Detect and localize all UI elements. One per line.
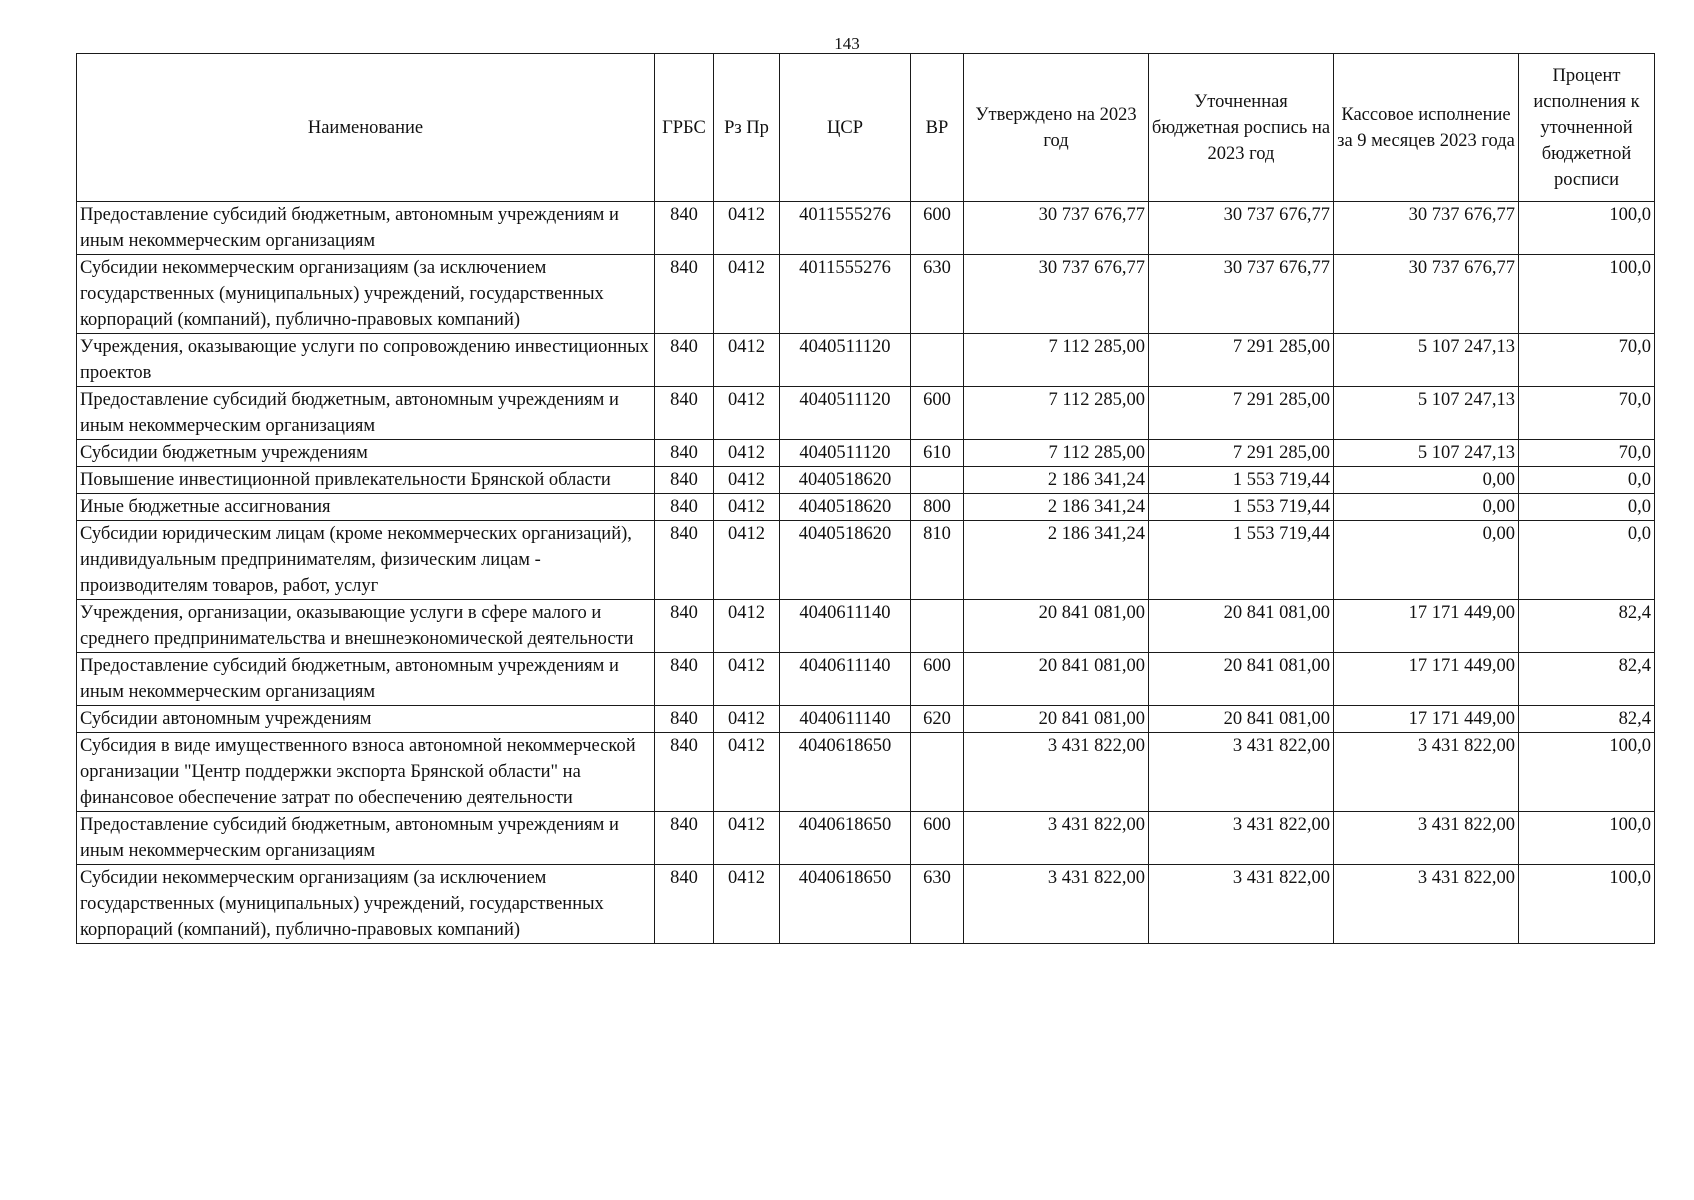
cell-executed: 5 107 247,13: [1334, 440, 1519, 467]
cell-percent: 82,4: [1519, 653, 1655, 706]
cell-name: Субсидии бюджетным учреждениям: [77, 440, 655, 467]
table-row: [77, 387, 1655, 440]
table-row: [77, 334, 1655, 387]
cell-name: Субсидии юридическим лицам (кроме некоммерческих организаций), индивидуальным предпринимателям, физическим лицам - производителям товаров, работ, услуг: [77, 521, 655, 600]
cell-vr: [911, 733, 964, 812]
cell-name: Субсидии некоммерческим организациям (за исключением государственных (муниципальных) учреждений, государственных корпораций (компаний), публично-правовых компаний): [77, 865, 655, 944]
cell-refined: 1 553 719,44: [1149, 521, 1334, 600]
cell-csr: 4040618650: [780, 733, 911, 812]
cell-executed: 5 107 247,13: [1334, 334, 1519, 387]
cell-grbs: 840: [655, 467, 714, 494]
cell-approved: 2 186 341,24: [964, 467, 1149, 494]
table-row: [77, 467, 1655, 494]
cell-name: Субсидии автономным учреждениям: [77, 706, 655, 733]
cell-grbs: 840: [655, 653, 714, 706]
cell-rzpr: 0412: [714, 600, 780, 653]
table-row: [77, 812, 1655, 865]
cell-executed: 0,00: [1334, 467, 1519, 494]
cell-vr: 800: [911, 494, 964, 521]
cell-csr: 4040518620: [780, 467, 911, 494]
cell-name: Субсидии некоммерческим организациям (за исключением государственных (муниципальных) учреждений, государственных корпораций (компаний), публично-правовых компаний): [77, 255, 655, 334]
cell-csr: 4040611140: [780, 653, 911, 706]
table-row: [77, 440, 1655, 467]
cell-refined: 30 737 676,77: [1149, 255, 1334, 334]
cell-rzpr: 0412: [714, 387, 780, 440]
cell-rzpr: 0412: [714, 440, 780, 467]
cell-csr: 4011555276: [780, 202, 911, 255]
cell-refined: 3 431 822,00: [1149, 812, 1334, 865]
cell-name: Иные бюджетные ассигнования: [77, 494, 655, 521]
cell-grbs: 840: [655, 865, 714, 944]
cell-grbs: 840: [655, 600, 714, 653]
cell-percent: 100,0: [1519, 812, 1655, 865]
cell-csr: 4011555276: [780, 255, 911, 334]
cell-csr: 4040611140: [780, 706, 911, 733]
cell-refined: 7 291 285,00: [1149, 440, 1334, 467]
cell-refined: 7 291 285,00: [1149, 334, 1334, 387]
cell-executed: 17 171 449,00: [1334, 706, 1519, 733]
cell-executed: 0,00: [1334, 494, 1519, 521]
cell-rzpr: 0412: [714, 202, 780, 255]
cell-name: Повышение инвестиционной привлекательности Брянской области: [77, 467, 655, 494]
cell-refined: 30 737 676,77: [1149, 202, 1334, 255]
cell-grbs: 840: [655, 202, 714, 255]
table-row: [77, 255, 1655, 334]
cell-percent: 70,0: [1519, 387, 1655, 440]
cell-refined: 3 431 822,00: [1149, 865, 1334, 944]
cell-csr: 4040611140: [780, 600, 911, 653]
cell-refined: 20 841 081,00: [1149, 706, 1334, 733]
table-row: [77, 653, 1655, 706]
cell-approved: 20 841 081,00: [964, 706, 1149, 733]
cell-executed: 3 431 822,00: [1334, 812, 1519, 865]
cell-name: Учреждения, организации, оказывающие услуги в сфере малого и среднего предпринимательства и внешнеэкономической деятельности: [77, 600, 655, 653]
column-header-csr: ЦСР: [780, 54, 911, 202]
cell-vr: [911, 467, 964, 494]
cell-refined: 3 431 822,00: [1149, 733, 1334, 812]
cell-approved: 20 841 081,00: [964, 653, 1149, 706]
cell-csr: 4040511120: [780, 387, 911, 440]
cell-approved: 3 431 822,00: [964, 733, 1149, 812]
cell-approved: 7 112 285,00: [964, 387, 1149, 440]
cell-name: Предоставление субсидий бюджетным, автономным учреждениям и иным некоммерческим организациям: [77, 812, 655, 865]
cell-refined: 20 841 081,00: [1149, 600, 1334, 653]
cell-vr: 630: [911, 865, 964, 944]
cell-grbs: 840: [655, 494, 714, 521]
column-header-executed: Кассовое исполнение за 9 месяцев 2023 года: [1334, 54, 1519, 202]
cell-grbs: 840: [655, 706, 714, 733]
cell-percent: 82,4: [1519, 600, 1655, 653]
cell-executed: 0,00: [1334, 521, 1519, 600]
cell-refined: 20 841 081,00: [1149, 653, 1334, 706]
cell-csr: 4040511120: [780, 440, 911, 467]
cell-vr: [911, 334, 964, 387]
cell-rzpr: 0412: [714, 865, 780, 944]
cell-percent: 100,0: [1519, 733, 1655, 812]
column-header-rzpr: Рз Пр: [714, 54, 780, 202]
cell-executed: 3 431 822,00: [1334, 865, 1519, 944]
cell-name: Субсидия в виде имущественного взноса автономной некоммерческой организации "Центр поддержки экспорта Брянской области" на финансовое обеспечение затрат по обеспечению деятельности: [77, 733, 655, 812]
cell-approved: 30 737 676,77: [964, 202, 1149, 255]
cell-vr: 600: [911, 202, 964, 255]
cell-rzpr: 0412: [714, 812, 780, 865]
column-header-approved: Утверждено на 2023 год: [964, 54, 1149, 202]
cell-refined: 1 553 719,44: [1149, 467, 1334, 494]
cell-rzpr: 0412: [714, 334, 780, 387]
table-row: [77, 521, 1655, 600]
cell-approved: 7 112 285,00: [964, 440, 1149, 467]
cell-approved: 2 186 341,24: [964, 494, 1149, 521]
column-header-percent: Процент исполнения к уточненной бюджетной росписи: [1519, 54, 1655, 202]
cell-vr: [911, 600, 964, 653]
cell-executed: 3 431 822,00: [1334, 733, 1519, 812]
cell-percent: 0,0: [1519, 494, 1655, 521]
cell-executed: 5 107 247,13: [1334, 387, 1519, 440]
cell-csr: 4040518620: [780, 494, 911, 521]
cell-grbs: 840: [655, 812, 714, 865]
cell-approved: 7 112 285,00: [964, 334, 1149, 387]
cell-grbs: 840: [655, 521, 714, 600]
column-header-grbs: ГРБС: [655, 54, 714, 202]
cell-refined: 7 291 285,00: [1149, 387, 1334, 440]
page-number: 143: [834, 34, 860, 53]
cell-vr: 810: [911, 521, 964, 600]
column-header-name: Наименование: [77, 54, 655, 202]
cell-grbs: 840: [655, 334, 714, 387]
cell-executed: 30 737 676,77: [1334, 255, 1519, 334]
cell-vr: 610: [911, 440, 964, 467]
table-row: [77, 733, 1655, 812]
cell-csr: 4040618650: [780, 865, 911, 944]
cell-grbs: 840: [655, 387, 714, 440]
table-row: [77, 494, 1655, 521]
cell-vr: 630: [911, 255, 964, 334]
table-row: [77, 202, 1655, 255]
cell-approved: 3 431 822,00: [964, 865, 1149, 944]
cell-name: Предоставление субсидий бюджетным, автономным учреждениям и иным некоммерческим организациям: [77, 653, 655, 706]
cell-rzpr: 0412: [714, 467, 780, 494]
cell-grbs: 840: [655, 440, 714, 467]
cell-vr: 620: [911, 706, 964, 733]
cell-vr: 600: [911, 812, 964, 865]
table-row: [77, 600, 1655, 653]
cell-name: Учреждения, оказывающие услуги по сопровождению инвестиционных проектов: [77, 334, 655, 387]
cell-rzpr: 0412: [714, 521, 780, 600]
table-row: [77, 865, 1655, 944]
table-header-row: [77, 54, 1655, 202]
cell-percent: 82,4: [1519, 706, 1655, 733]
cell-percent: 0,0: [1519, 521, 1655, 600]
cell-rzpr: 0412: [714, 494, 780, 521]
cell-executed: 30 737 676,77: [1334, 202, 1519, 255]
cell-executed: 17 171 449,00: [1334, 600, 1519, 653]
cell-percent: 70,0: [1519, 440, 1655, 467]
cell-percent: 0,0: [1519, 467, 1655, 494]
cell-grbs: 840: [655, 255, 714, 334]
cell-refined: 1 553 719,44: [1149, 494, 1334, 521]
cell-percent: 100,0: [1519, 255, 1655, 334]
cell-percent: 70,0: [1519, 334, 1655, 387]
cell-name: Предоставление субсидий бюджетным, автономным учреждениям и иным некоммерческим организациям: [77, 387, 655, 440]
cell-executed: 17 171 449,00: [1334, 653, 1519, 706]
cell-rzpr: 0412: [714, 733, 780, 812]
cell-csr: 4040511120: [780, 334, 911, 387]
cell-rzpr: 0412: [714, 255, 780, 334]
cell-csr: 4040618650: [780, 812, 911, 865]
cell-approved: 2 186 341,24: [964, 521, 1149, 600]
table-row: [77, 706, 1655, 733]
column-header-refined: Уточненная бюджетная роспись на 2023 год: [1149, 54, 1334, 202]
cell-approved: 3 431 822,00: [964, 812, 1149, 865]
cell-grbs: 840: [655, 733, 714, 812]
cell-rzpr: 0412: [714, 706, 780, 733]
cell-rzpr: 0412: [714, 653, 780, 706]
cell-vr: 600: [911, 653, 964, 706]
cell-name: Предоставление субсидий бюджетным, автономным учреждениям и иным некоммерческим организациям: [77, 202, 655, 255]
column-header-vr: ВР: [911, 54, 964, 202]
cell-vr: 600: [911, 387, 964, 440]
cell-approved: 20 841 081,00: [964, 600, 1149, 653]
cell-percent: 100,0: [1519, 202, 1655, 255]
cell-percent: 100,0: [1519, 865, 1655, 944]
cell-approved: 30 737 676,77: [964, 255, 1149, 334]
cell-csr: 4040518620: [780, 521, 911, 600]
budget-table: [76, 53, 1655, 944]
